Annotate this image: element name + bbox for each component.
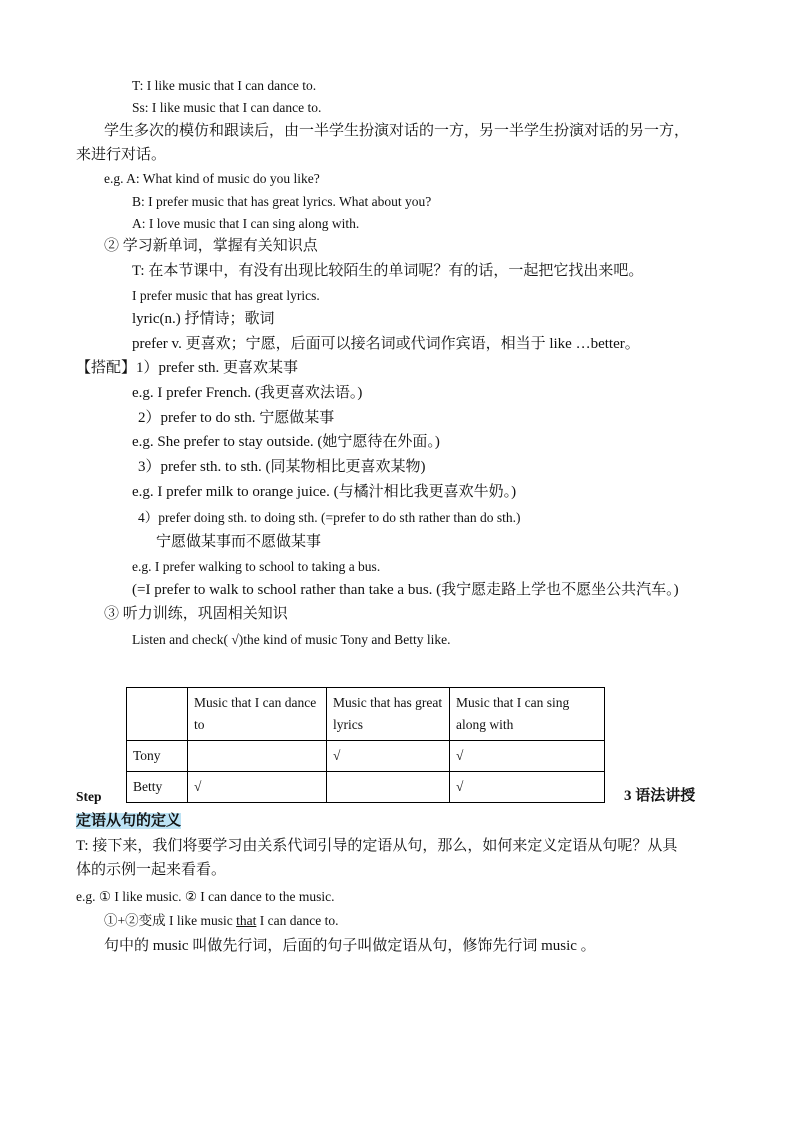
step-title: 3 语法讲授 <box>624 788 696 804</box>
table-header-row <box>127 688 605 741</box>
paragraph-line: 学生多次的模仿和跟读后，由一半学生扮演对话的一方，另一半学生扮演对话的另一方， <box>104 123 690 139</box>
table-header-cell: Music that I can sing along with <box>450 688 605 741</box>
vocab-prefer: prefer v. 更喜欢；宁愿，后面可以接名词或代词作宾语，相当于 like …better。 <box>132 336 640 352</box>
example-line: e.g. I prefer walking to school to taking a bus. <box>132 559 381 574</box>
example-line: e.g. She prefer to stay outside. (她宁愿待在外面。) <box>132 434 440 450</box>
example-line: e.g. I prefer French. (我更喜欢法语。) <box>132 385 363 401</box>
table-cell: √ <box>450 741 605 772</box>
paragraph-line: 来进行对话。 <box>76 147 167 163</box>
example-line: (=I prefer to walk to school rather than take a bus. (我宁愿走路上学也不愿坐公共汽车。) <box>132 582 679 598</box>
example-line: e.g. I prefer milk to orange juice. (与橘汁相比我更喜欢牛奶。) <box>132 484 517 500</box>
example-line: I prefer music that has great lyrics. <box>132 288 320 303</box>
example-line: B: I prefer music that has great lyrics. What about you? <box>132 194 432 209</box>
example-line: e.g. ① I like music. ② I can dance to the music. <box>76 889 335 904</box>
example-combined-pre: ①+②变成 I like music <box>104 913 237 928</box>
grammar-heading <box>76 811 181 831</box>
table-cell: √ <box>450 772 605 803</box>
table-header-cell: Music that has great lyrics <box>327 688 450 741</box>
section-title-listening: ③ 听力训练，巩固相关知识 <box>104 606 288 622</box>
relative-pronoun-that: that <box>236 913 257 928</box>
explanation-line: 句中的 music 叫做先行词，后面的句子叫做定语从句，修饰先行词 music 。 <box>104 938 596 954</box>
music-table <box>126 687 605 803</box>
table-cell: √ <box>188 772 327 803</box>
grammar-heading-text: 定语从句的定义 <box>76 813 182 829</box>
collocation-3: 3）prefer sth. to sth. (同某物相比更喜欢某物) <box>138 459 426 475</box>
teacher-line: T: 接下来，我们将要学习由关系代词引导的定语从句，那么，如何来定义定语从句呢？从具 <box>76 838 678 854</box>
collocation-2: 2）prefer to do sth. 宁愿做某事 <box>138 410 335 426</box>
listening-instruction: Listen and check( √)the kind of music Tony and Betty like. <box>132 632 451 647</box>
table-cell <box>188 741 327 772</box>
example-line: A: I love music that I can sing along with. <box>132 216 360 231</box>
table-cell: √ <box>327 741 450 772</box>
table-header-cell <box>127 688 188 741</box>
collocation-4-meaning: 宁愿做某事而不愿做某事 <box>156 534 322 550</box>
teacher-line: 体的示例一起来看看。 <box>76 862 227 878</box>
section-title-vocabulary: ② 学习新单词，掌握有关知识点 <box>104 238 318 254</box>
dialogue-line-students: Ss: I like music that I can dance to. <box>132 100 322 115</box>
step-label: Step <box>76 789 102 804</box>
example-line: e.g. A: What kind of music do you like? <box>104 171 320 186</box>
collocation-1: 【搭配】1）prefer sth. 更喜欢某事 <box>76 360 299 376</box>
table-row <box>127 741 605 772</box>
table-header-cell: Music that I can dance to <box>188 688 327 741</box>
dialogue-line-teacher: T: I like music that I can dance to. <box>132 78 317 93</box>
teacher-line: T: 在本节课中，有没有出现比较陌生的单词呢？有的话，一起把它找出来吧。 <box>132 263 644 279</box>
example-combined <box>104 911 338 931</box>
vocab-lyric: lyric(n.) 抒情诗；歌词 <box>132 311 275 327</box>
table-cell <box>327 772 450 803</box>
table-row-name: Tony <box>127 741 188 772</box>
table-row-name: Betty <box>127 772 188 803</box>
example-combined-post: I can dance to. <box>256 913 339 928</box>
collocation-4: 4）prefer doing sth. to doing sth. (=prefer to do sth rather than do sth.) <box>138 510 521 525</box>
table-row <box>127 772 605 803</box>
